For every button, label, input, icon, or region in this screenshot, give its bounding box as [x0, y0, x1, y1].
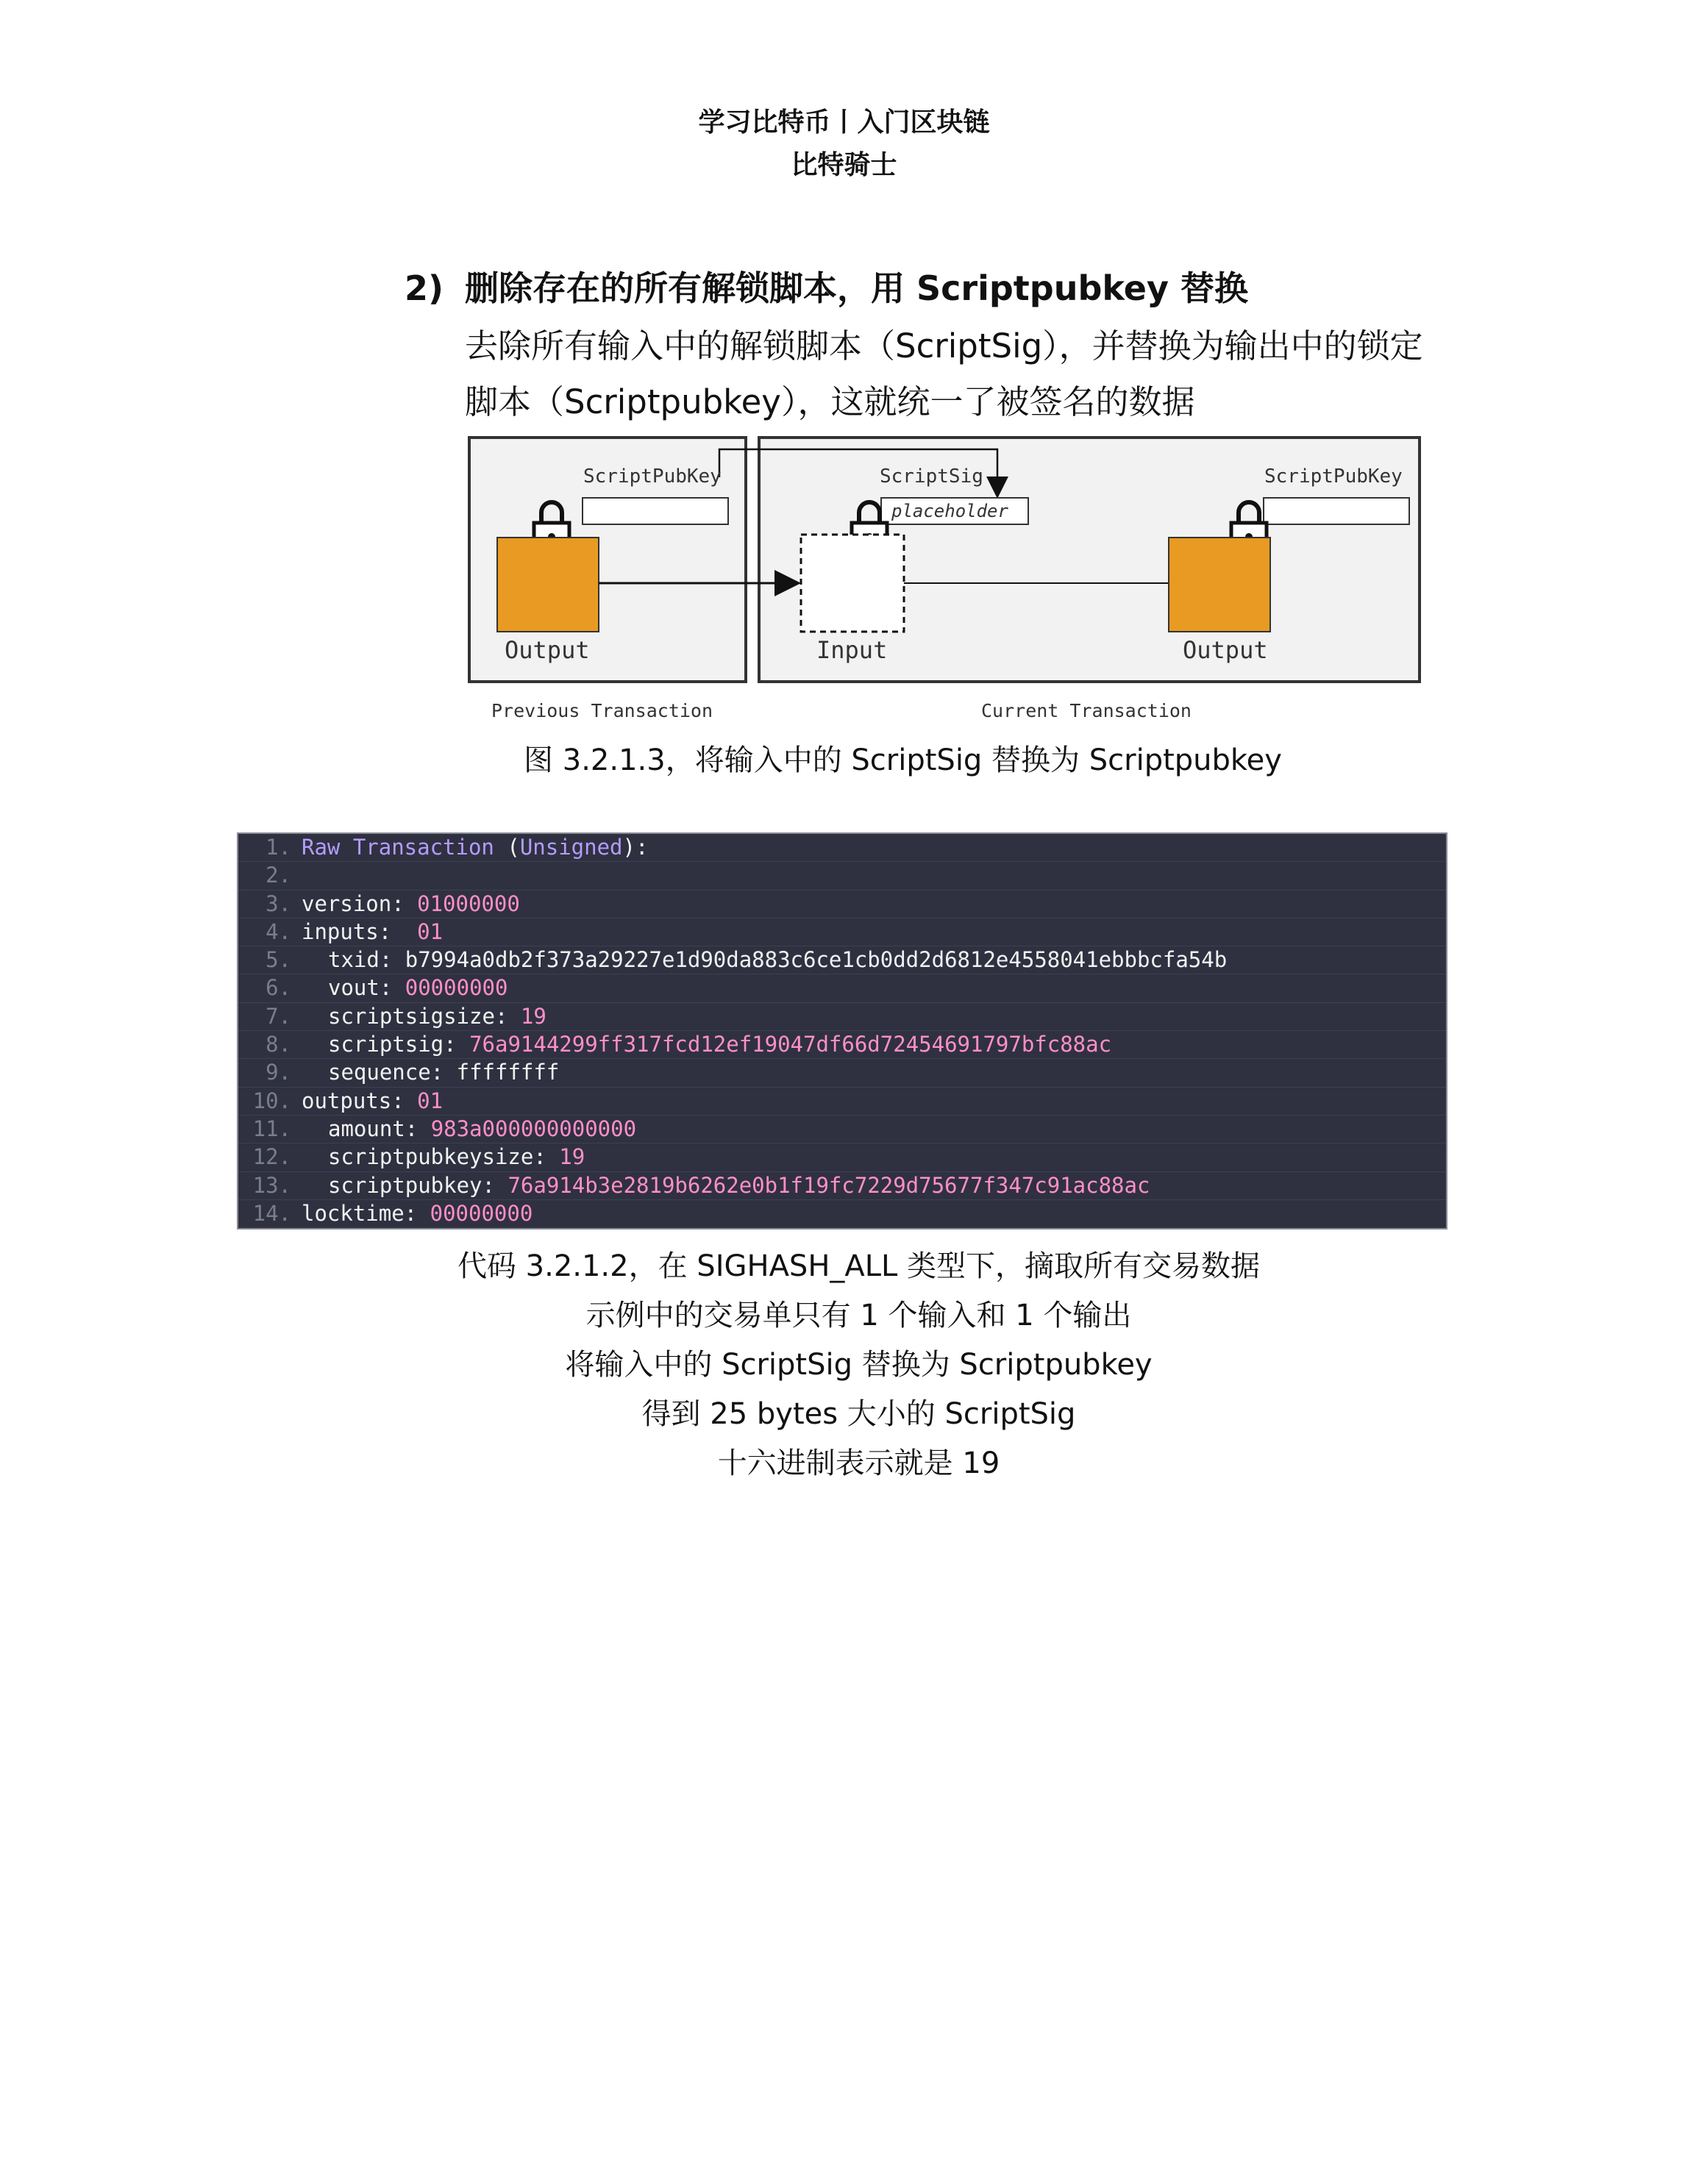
cur-output-label: Output [1183, 636, 1268, 664]
cur-tx-caption: Current Transaction [981, 700, 1192, 721]
code-line: 1. Raw Transaction (Unsigned): [238, 834, 1446, 862]
cur-scriptpubkey-label: ScriptPubKey [1264, 465, 1403, 488]
code-line: 14. locktime: 00000000 [252, 1200, 533, 1226]
prev-output-label: Output [505, 636, 590, 664]
code-line: 3. version: 01000000 [238, 891, 1446, 918]
input-box [801, 535, 904, 632]
section-paragraph-line-1: 去除所有输入中的解锁脚本（ScriptSig），并替换为输出中的锁定 [465, 326, 1423, 365]
cur-scriptpubkey-box [1264, 498, 1409, 524]
placeholder-text: placeholder [891, 501, 1008, 521]
code-line: 12. scriptpubkeysize: 19 [238, 1143, 1446, 1171]
prev-output-box [497, 538, 599, 632]
code-line: 5. txid: b7994a0db2f373a29227e1d90da883c6ce1cb0dd2d6812e4558041ebbbcfa54b [238, 946, 1446, 974]
code-line: 10. outputs: 01 [238, 1088, 1446, 1116]
code-line: 8. scriptsig: 76a9144299ff317fcd12ef19047df66d72454691797bfc88ac [238, 1031, 1446, 1059]
figure-caption: 图 3.2.1.3，将输入中的 ScriptSig 替换为 Scriptpubkey [524, 743, 1282, 777]
input-label: Input [816, 636, 888, 664]
scriptsig-replacement-diagram [462, 430, 1437, 728]
section-title: 删除存在的所有解锁脚本，用 Scriptpubkey 替换 [465, 268, 1248, 308]
section-number: 2) [405, 268, 444, 308]
doc-header-title: 学习比特币丨入门区块链 [698, 107, 990, 138]
code-line: 6. vout: 00000000 [238, 974, 1446, 1002]
prev-scriptpubkey-label: ScriptPubKey [583, 465, 722, 488]
code-caption: 代码 3.2.1.2，在 SIGHASH_ALL 类型下，摘取所有交易数据 [457, 1249, 1261, 1283]
code-line: 2. [238, 862, 1446, 890]
raw-transaction-code-block [237, 832, 1447, 1230]
note-line: 得到 25 bytes 大小的 ScriptSig [641, 1397, 1076, 1431]
prev-scriptpubkey-box [583, 498, 728, 524]
doc-header-author: 比特骑士 [791, 150, 897, 180]
section-paragraph-line-2: 脚本（Scriptpubkey），这就统一了被签名的数据 [465, 382, 1195, 421]
cur-output-box [1169, 538, 1270, 632]
code-line: 11. amount: 983a000000000000 [238, 1116, 1446, 1143]
note-line: 十六进制表示就是 19 [717, 1446, 1000, 1480]
note-line: 示例中的交易单只有 1 个输入和 1 个输出 [585, 1299, 1132, 1332]
code-line: 13. scriptpubkey: 76a914b3e2819b6262e0b1f19fc7229d75677f347c91ac88ac [238, 1172, 1446, 1200]
prev-tx-caption: Previous Transaction [491, 700, 713, 721]
scriptsig-label: ScriptSig [880, 465, 983, 488]
note-line: 将输入中的 ScriptSig 替换为 Scriptpubkey [565, 1348, 1153, 1382]
section-heading [405, 262, 1248, 310]
code-line: 7. scriptsigsize: 19 [238, 1003, 1446, 1031]
code-line: 9. sequence: ffffffff [238, 1059, 1446, 1087]
code-line: 4. inputs: 01 [238, 918, 1446, 946]
